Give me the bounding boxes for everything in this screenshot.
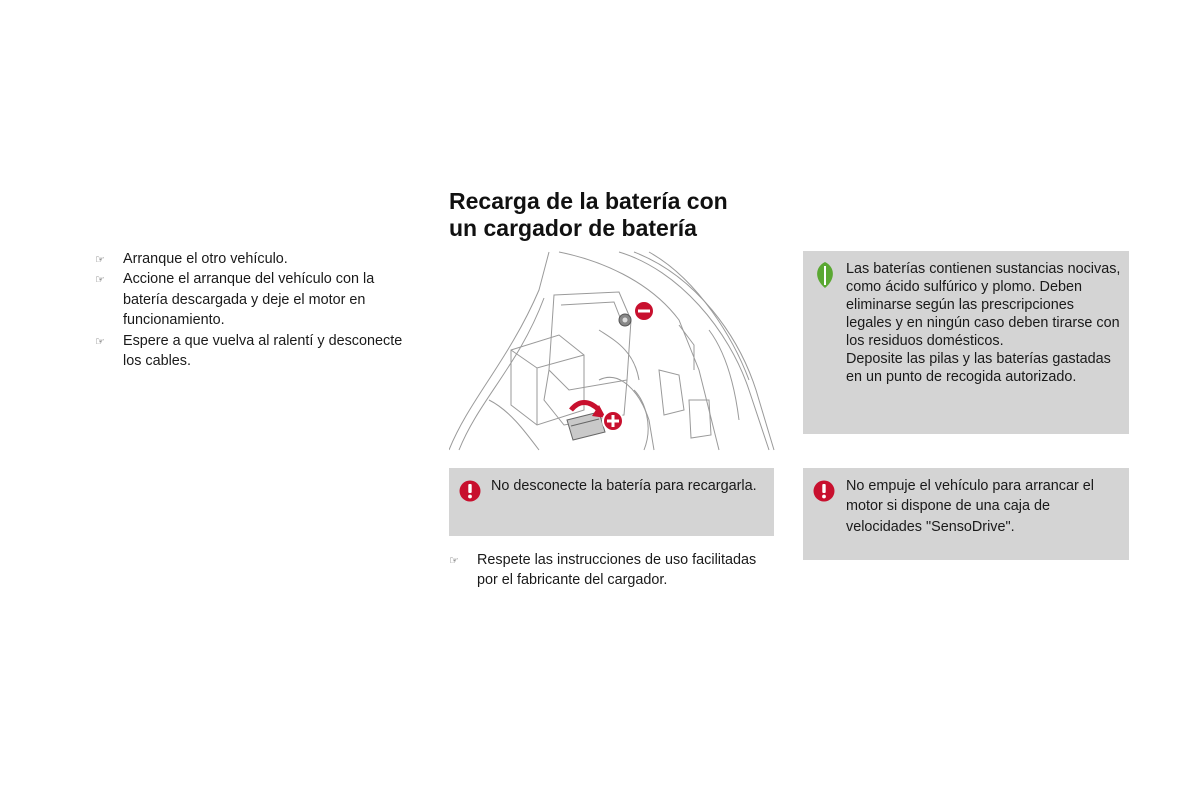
exclamation-warning-icon	[813, 480, 835, 502]
section-title	[449, 188, 779, 242]
plus-terminal-icon	[603, 411, 623, 431]
list-item-text: Arranque el otro vehículo.	[123, 251, 288, 267]
eco-note-text	[846, 260, 1121, 386]
battery-illustration	[449, 250, 775, 452]
warning-box-sensodrive	[803, 468, 1129, 560]
pointing-hand-icon: ☞	[95, 334, 105, 348]
pointing-hand-icon: ☞	[95, 253, 105, 266]
eco-note-paragraph: Las baterías contienen sustancias nocivas, como ácido sulfúrico y plomo. Deben eliminarse según las prescripciones legales y en ningún caso deben tirarse con los residuos domésticos.	[846, 261, 1121, 349]
minus-terminal-icon	[634, 301, 654, 321]
leaf-eco-icon	[813, 261, 837, 289]
warning-text: No desconecte la batería para recargarla.	[491, 478, 757, 494]
warning-text: No empuje el vehículo para arrancar el motor si dispone de una caja de velocidades "SensoDrive".	[846, 478, 1094, 535]
list-item-text: Accione el arranque del vehículo con la batería descargada y deje el motor en funcionamiento.	[123, 271, 375, 329]
list-item-text: Respete las instrucciones de uso facilitadas por el fabricante del cargador.	[477, 552, 757, 589]
left-instructions-list	[95, 249, 405, 371]
pointing-hand-icon: ☞	[449, 554, 459, 567]
warning-box-disconnect	[449, 468, 774, 536]
list-item	[95, 269, 405, 330]
list-item-text: Espere a que vuelva al ralentí y desconecte los cables.	[123, 332, 403, 370]
eco-note-box	[803, 251, 1129, 434]
pointing-hand-icon: ☞	[95, 273, 105, 287]
exclamation-warning-icon	[459, 480, 481, 502]
eco-note-paragraph: Deposite las pilas y las baterías gastadas en un punto de recogida autorizado.	[846, 351, 1111, 385]
list-item	[95, 331, 405, 372]
section-title-line2: un cargador de batería	[449, 215, 697, 241]
section-title-line1: Recarga de la batería con	[449, 188, 728, 214]
list-item	[449, 550, 769, 591]
charger-instructions-list	[449, 550, 769, 591]
list-item	[95, 249, 405, 269]
